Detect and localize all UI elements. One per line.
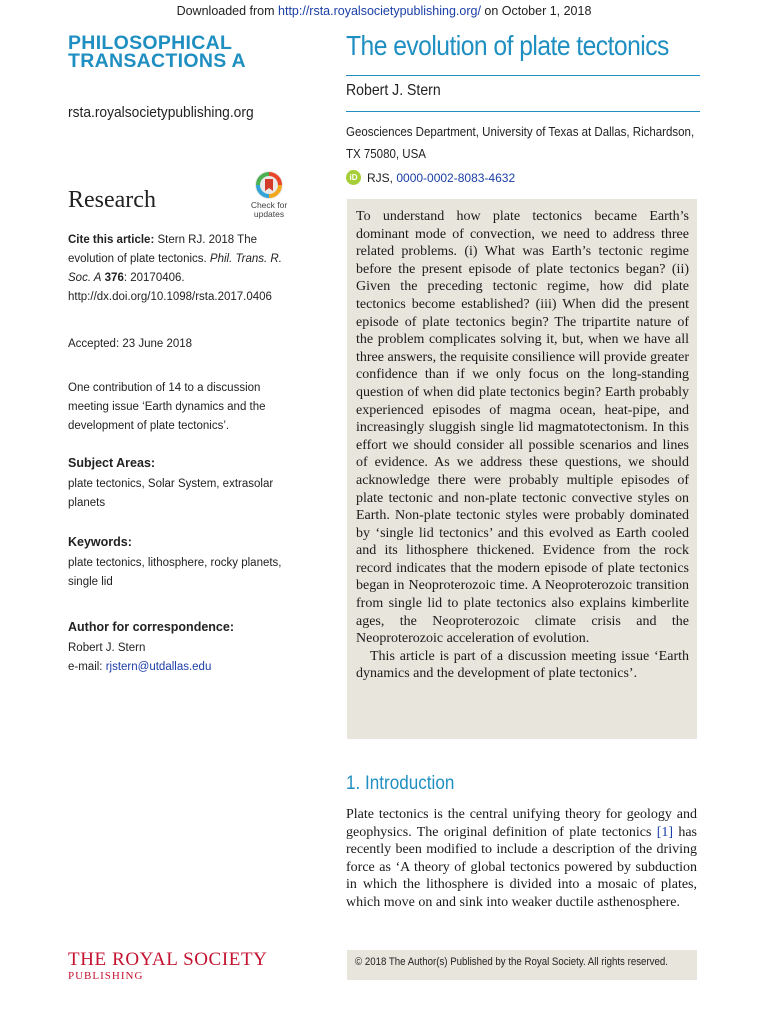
journal-name-line1: PHILOSOPHICAL <box>68 32 233 54</box>
correspondence-email-line <box>68 658 298 677</box>
abstract-box <box>347 199 697 739</box>
keywords-text: plate tectonics, lithosphere, rocky planets, single lid <box>68 557 282 588</box>
article-author: Robert J. Stern <box>346 82 441 99</box>
reference-link[interactable]: [1] <box>656 824 674 840</box>
keywords-heading: Keywords: <box>68 535 132 549</box>
copyright-box <box>347 950 697 980</box>
publisher-line1: THE ROYAL SOCIETY <box>68 949 268 970</box>
cite-text: Stern RJ. 2018 The evolution of plate tectonics. <box>68 234 257 265</box>
royal-society-logo <box>68 950 268 982</box>
affiliation-line1: Geosciences Department, University of Texas at Dallas, Richardson, <box>346 125 695 139</box>
orcid-line <box>346 170 515 185</box>
subject-areas-heading: Subject Areas: <box>68 456 156 470</box>
section-heading-introduction: 1. Introduction <box>346 773 455 794</box>
affiliation <box>346 121 696 165</box>
publisher-line2: PUBLISHING <box>68 970 144 982</box>
subject-areas <box>68 454 298 513</box>
author-rule <box>346 111 700 112</box>
cite-journal: Phil. Trans. R. Soc. A <box>68 253 282 284</box>
intro-text-a: Plate tectonics is the central unifying theory for geology and geophysics. The original definition of plate tectonics <box>346 807 697 840</box>
email-label: e-mail: <box>68 661 106 673</box>
contribution-note: One contribution of 14 to a discussion meeting issue ‘Earth dynamics and the development of plate tectonics’. <box>68 382 266 432</box>
title-rule <box>346 75 700 76</box>
orcid-link[interactable]: 0000-0002-8083-4632 <box>396 170 516 185</box>
journal-name-line2: TRANSACTIONS A <box>68 50 246 72</box>
download-url-link[interactable]: http://rsta.royalsocietypublishing.org/ <box>278 4 481 18</box>
orcid-icon: iD <box>346 170 361 185</box>
check-updates-line2: updates <box>253 209 285 219</box>
cite-rest: : 20170406. <box>123 272 185 284</box>
article-title: The evolution of plate tectonics <box>346 30 669 61</box>
intro-text-b: has recently been modified to include a description of the driving force as ‘A theory of global tectonics powered by subduction in which the lithosphere is divided into a mosaic of plates, which move on and sink into weaker ductile asthenosphere. <box>346 824 697 910</box>
citation-block <box>68 231 298 307</box>
correspondence-heading: Author for correspondence: <box>68 620 234 634</box>
download-prefix: Downloaded from <box>176 4 279 18</box>
journal-site: rsta.royalsocietypublishing.org <box>68 104 254 121</box>
cite-label: Cite this article: <box>68 234 155 246</box>
download-notice <box>0 4 768 18</box>
subject-areas-text: plate tectonics, Solar System, extrasolar planets <box>68 478 274 509</box>
orcid-initials: RJS, <box>367 170 397 185</box>
copyright-text: 2018 The Author(s) Published by the Royal Society. All rights reserved. <box>364 956 668 968</box>
section-label: Research <box>68 187 156 213</box>
copyright-icon: © <box>355 956 363 968</box>
cite-volume: 376 <box>104 272 124 284</box>
affiliation-line2: TX 75080, USA <box>346 147 426 161</box>
journal-logo <box>68 34 318 70</box>
correspondence <box>68 618 298 677</box>
check-updates-line1: Check for <box>250 200 288 210</box>
email-link[interactable]: rjstern@utdallas.edu <box>105 661 212 673</box>
introduction-text <box>346 806 697 912</box>
abstract-note: This article is part of a discussion meeting issue ‘Earth dynamics and the development of plate tectonics’. <box>356 648 689 682</box>
correspondence-name: Robert J. Stern <box>68 642 146 654</box>
doi-link[interactable]: http://dx.doi.org/10.1098/rsta.2017.0406 <box>68 291 272 303</box>
keywords <box>68 533 298 592</box>
download-suffix: on October 1, 2018 <box>480 4 592 18</box>
check-for-updates-badge[interactable] <box>246 170 292 219</box>
check-updates-icon <box>254 170 284 200</box>
accepted-date: Accepted: 23 June 2018 <box>68 338 193 350</box>
abstract-paragraph: To understand how plate tectonics became Earth’s dominant mode of convection, we need to address three related problems. (i) What was Earth’s tectonic regime before the present episode of plate tectonics began? (ii) Given the preceding tectonic regime, how did plate tectonics become established? (iii) When did the present episode of plate tectonics begin? The tripartite nature of the problem complicates solving it, but, when we have all three answers, the requisite consilience will provide greater confidence than if we only focus on the long-standing question of when did plate tectonics begin? Earth probably experienced episodes of magma ocean, heat-pipe, and increasingly sluggish single lid magmatotectonism. In this effort we should consider all possible scenarios and lines of evidence. As we address these questions, we should acknowledge there were probably multiple episodes of plate tectonic and non-plate tectonic convective styles on Earth. Non-plate tectonic styles were probably dominated by ‘single lid tectonics’ and this evolved as Earth cooled and its lithosphere thickened. Evidence from the rock record indicates that the modern episode of plate tectonics began in Neoproterozoic time. A Neoproterozoic transition from single lid to plate tectonics also explains kimberlite ages, the Neoproterozoic climate crisis and the Neoproterozoic acceleration of evolution. <box>356 209 689 647</box>
